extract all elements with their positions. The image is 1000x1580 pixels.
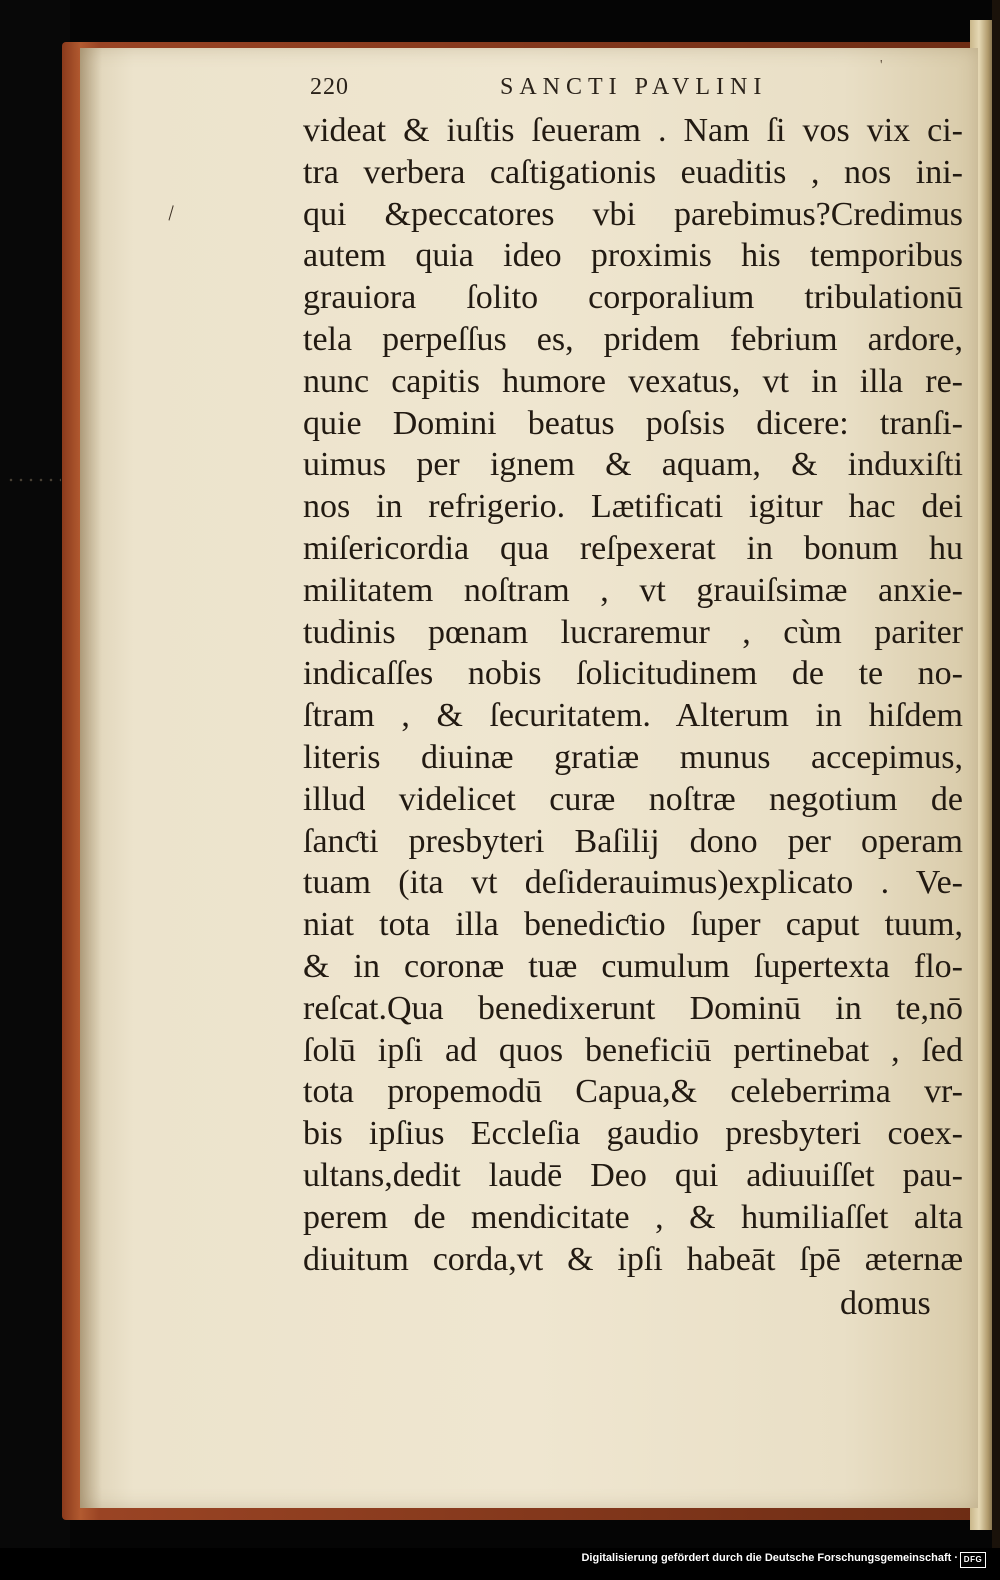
text-line: tudinis pœnam lucraremur , cùm pariter [303, 613, 963, 651]
margin-stroke: \ [161, 200, 182, 225]
text-line: videat & iuſtis ſeueram . Nam ſi vos vix ci- [303, 112, 963, 149]
text-line: militatem noſtram , vt grauiſsimæ anxie- [303, 571, 963, 609]
text-line: illud videlicet curæ noſtræ negotium de [303, 780, 963, 818]
margin-mark: ' [880, 58, 883, 73]
text-line: ſanƈti presbyteri Baſilij dono per operam [303, 822, 963, 860]
gutter-shadow [80, 48, 102, 1508]
text-line: tela perpeſſus es, pridem febrium ardore, [303, 320, 963, 358]
background-left [0, 0, 70, 1580]
footer-bar [0, 1548, 1000, 1580]
text-line: indicaſſes nobis ſolicitudinem de te no- [303, 655, 963, 693]
text-line: ſolū ipſi ad quos beneficiū pertinebat , ſed [303, 1031, 963, 1069]
text-line: perem de mendicitate , & humiliaſſet alta [303, 1198, 963, 1236]
funding-credit: Digitalisierung gefördert durch die Deutsche Forschungsgemeinschaft · [581, 1552, 958, 1564]
page-number: 220 [310, 74, 349, 100]
dfg-logo-icon: DFG [960, 1552, 986, 1568]
page-header [310, 74, 870, 106]
text-line: reſcat.Qua benedixerunt Dominū in te,nō [303, 989, 963, 1027]
catchword: domus [840, 1285, 931, 1322]
text-line: quie Domini beatus poſsis dicere: tranſi- [303, 404, 963, 442]
text-line: niat tota illa benediƈtio ſuper caput tuum, [303, 906, 963, 944]
text-line: diuitum corda,vt & ipſi habeāt ſpē æternæ [303, 1240, 963, 1278]
text-line: nos in refrigerio. Lætificati igitur hac dei [303, 488, 963, 526]
right-shadow [992, 0, 1000, 1580]
text-line: tuam (ita vt deſiderauimus)explicato . Ve- [303, 864, 963, 902]
background-dots [6, 470, 61, 490]
text-line: bis ipſius Eccleſia gaudio presbyteri coex- [303, 1115, 963, 1153]
text-line: uimus per ignem & aquam, & induxiſti [303, 446, 963, 484]
text-line: literis diuinæ gratiæ munus accepimus, [303, 738, 963, 776]
text-line: miſericordia qua reſpexerat in bonum hu [303, 529, 963, 567]
text-line: ultans,dedit laudē Deo qui adiuuiſſet pau- [303, 1156, 963, 1194]
text-line: ſtram , & ſecuritatem. Alterum in hiſdem [303, 697, 963, 735]
text-line: tota propemodū Capua,& celeberrima vr- [303, 1073, 963, 1111]
body-text [303, 110, 963, 1280]
text-line: tra verbera caſtigationis euaditis , nos ini- [303, 153, 963, 191]
text-line: grauiora ſolito corporalium tribulationū [303, 279, 963, 317]
text-line: autem quia ideo proximis his temporibus [303, 237, 963, 275]
text-line: nunc capitis humore vexatus, vt in illa re- [303, 362, 963, 400]
running-title: SANCTI PAVLINI [500, 74, 768, 100]
text-line: & in coronæ tuæ cumulum ſupertexta flo- [303, 947, 963, 985]
text-line: qui &peccatores vbi parebimus?Credimus [303, 195, 963, 233]
